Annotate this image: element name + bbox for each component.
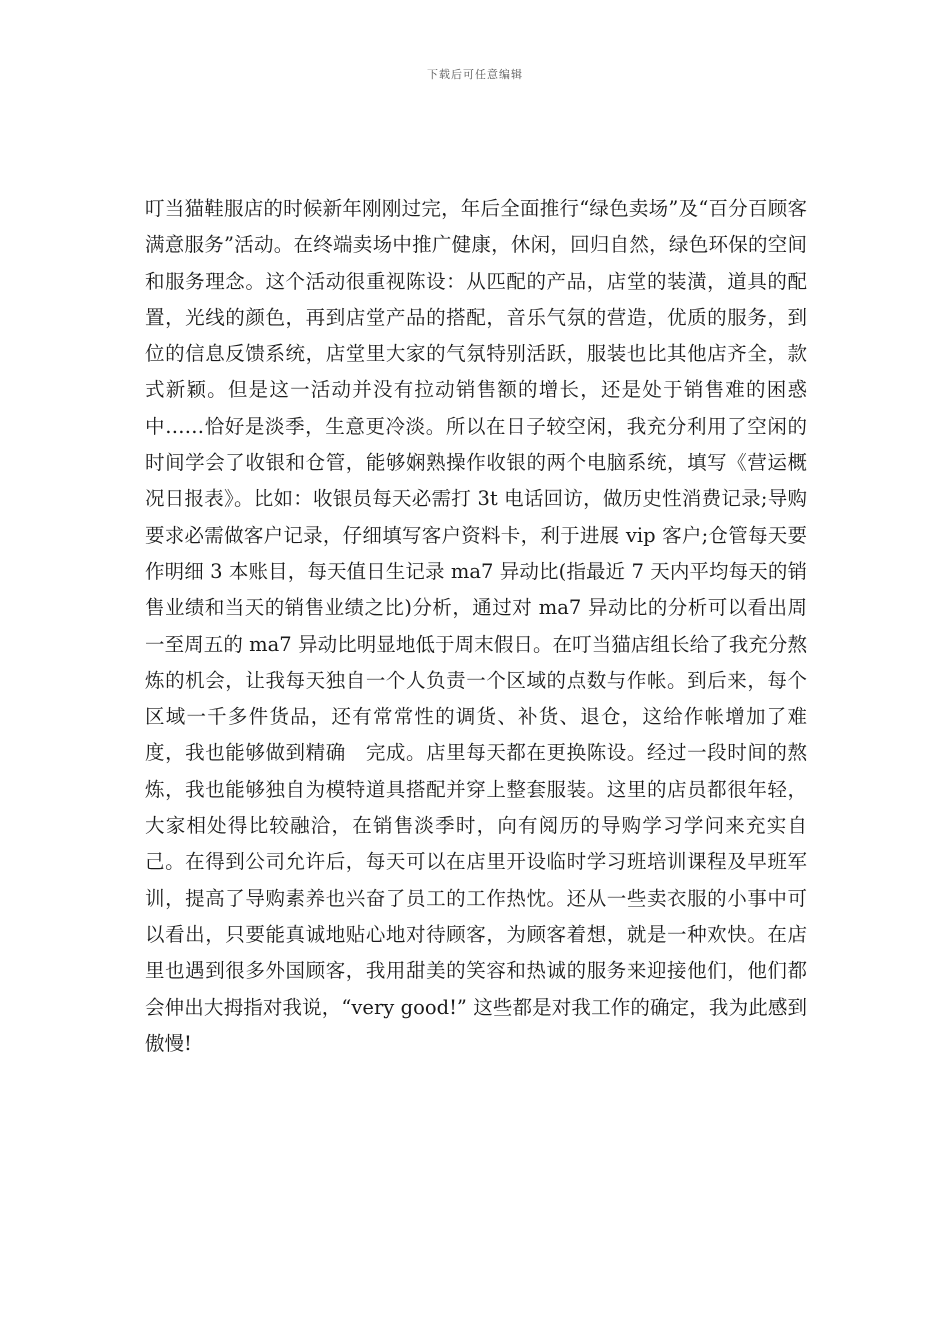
body-paragraph: 叮当猫鞋服店的时候新年刚刚过完，年后全面推行“绿色卖场”及“百分百顾客满意服务”活动。在终端卖场中推广健康，休闲，回归自然，绿色环保的空间和服务理念。这个活动很重视陈设：从匹配的产品，店堂的装潢，道具的配置，光线的颜色，再到店堂产品的搭配，音乐气氛的营造，优质的服务，到位的信息反馈系统，店堂里大家的气氛特别活跃，服装也比其他店齐全，款式新颖。但是这一活动并没有拉动销售额的增长，还是处于销售难的困惑中……恰好是淡季，生意更冷淡。所以在日子较空闲，我充分利用了空闲的时间学会了收银和仓管，能够娴熟操作收银的两个电脑系统，填写《营运概况日报表》。比如：收银员每天必需打 3t 电话回访，做历史性消费记录;导购要求必需做客户记录，仔细填写客户资料卡，利于进展 vip 客户;仓管每天要作明细 3 本账目，每天值日生记录 ma7 异动比(指最近 7 天内平均每天的销售业绩和当天的销售业绩之比)分析，通过对 ma7 异动比的分析可以看出周一至周五的 ma7 异动比明显地低于周末假日。在叮当猫店组长给了我充分熬炼的机会，让我每天独自一个人负责一个区域的点数与作帐。到后来，每个区域一千多件货品，还有常常性的调货、补货、退仓，这给作帐增加了难度，我也能够做到精确 完成。店里每天都在更换陈设。经过一段时间的熬炼，我也能够独自为模特道具搭配并穿上整套服装。这里的店员都很年轻，大家相处得比较融洽，在销售淡季时，向有阅历的导购学习学问来充实自己。在得到公司允许后，每天可以在店里开设临时学习班培训课程及早班军训，提高了导购素养也兴奋了员工的工作热忱。还从一些卖衣服的小事中可以看出，只要能真诚地贴心地对待顾客，为顾客着想，就是一种欢快。在店里也遇到很多外国顾客，我用甜美的笑容和热诚的服务来迎接他们，他们都会伸出大拇指对我说，“very good!” 这些都是对我工作的确定，我为此感到傲慢!: [145, 197, 807, 1055]
page-header: 下载后可任意编辑: [427, 68, 523, 81]
